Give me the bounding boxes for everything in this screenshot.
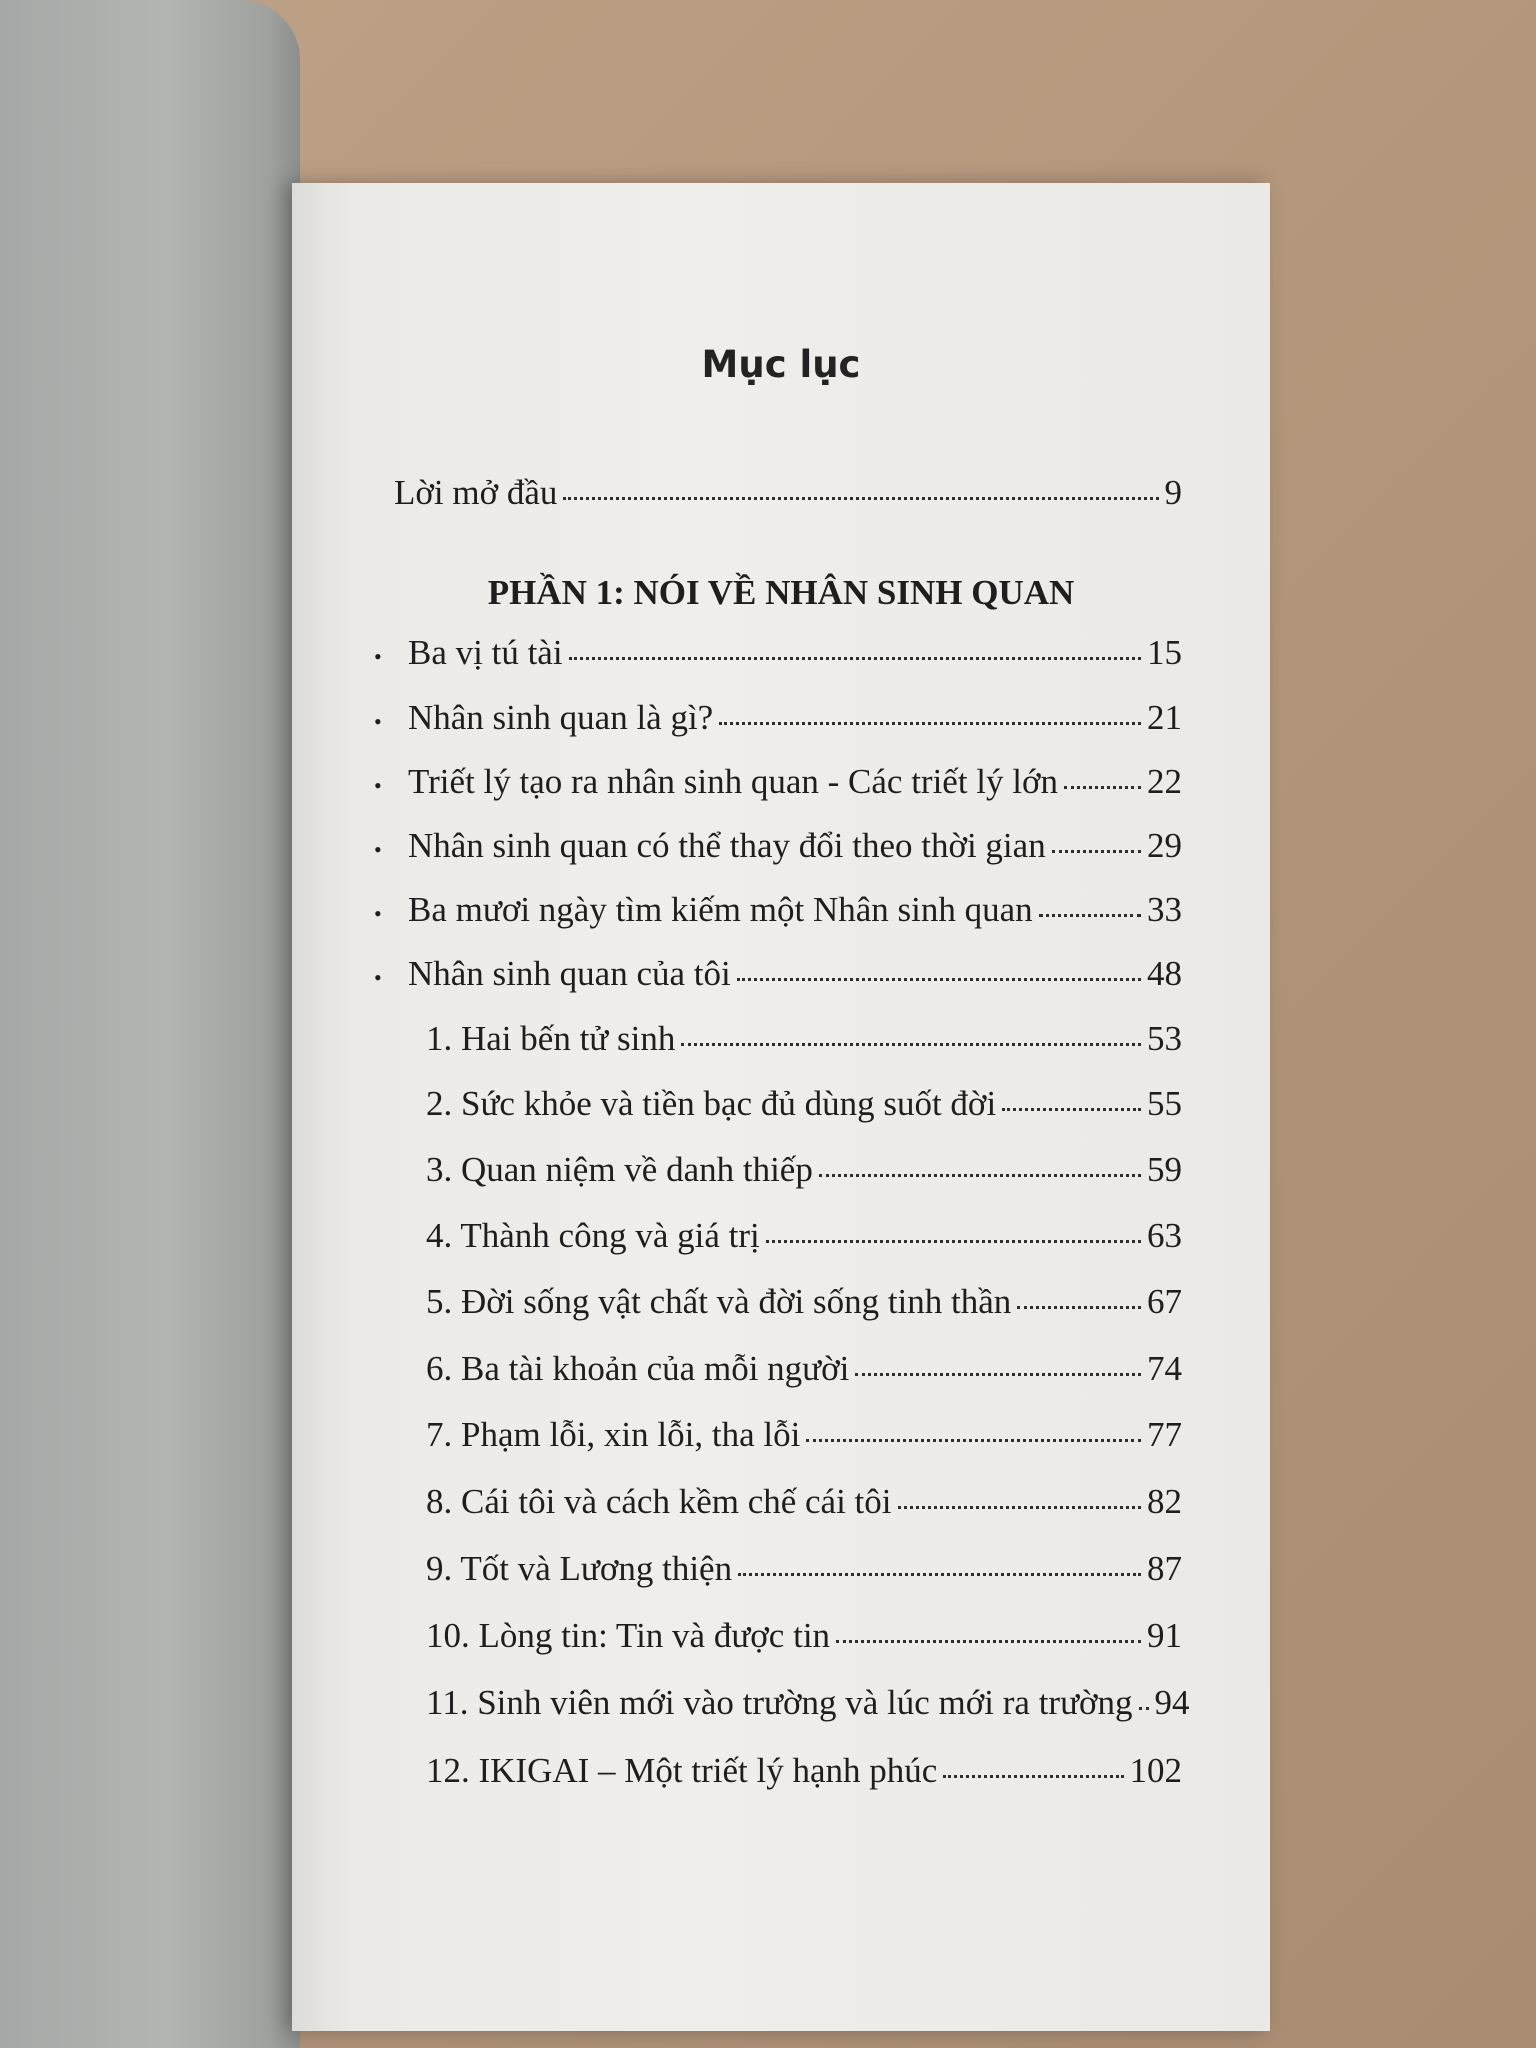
toc-entry [426, 1282, 1182, 1322]
toc-entry-page: 21 [1147, 698, 1182, 737]
toc-entry-page: 29 [1147, 826, 1182, 865]
leader-dots [819, 1174, 1141, 1177]
toc-entry-page: 53 [1147, 1019, 1182, 1058]
toc-entry-label: Triết lý tạo ra nhân sinh quan - Các triết lý lớn [408, 762, 1059, 801]
toc-entry-page: 22 [1147, 762, 1182, 801]
toc-entry-label: 10. Lòng tin: Tin và được tin [426, 1616, 831, 1655]
leader-dots [766, 1240, 1141, 1243]
toc-entry-page: 74 [1147, 1349, 1182, 1388]
bullet-icon: • [374, 773, 382, 798]
toc-entry [426, 1751, 1182, 1791]
toc-entry [426, 1084, 1182, 1124]
underlying-book-cover [0, 0, 300, 2048]
toc-entry-label: 8. Cái tôi và cách kềm chế cái tôi [426, 1482, 892, 1521]
toc-entry-page: 9 [1164, 473, 1182, 512]
toc-entry-label: 11. Sinh viên mới vào trường và lúc mới ra trường [426, 1683, 1133, 1722]
toc-entry-label: 7. Phạm lỗi, xin lỗi, tha lỗi [426, 1415, 801, 1454]
toc-entry [426, 1549, 1182, 1589]
leader-dots [681, 1043, 1141, 1046]
toc-entry [426, 1482, 1182, 1522]
leader-dots [563, 497, 1158, 500]
leader-dots [1039, 914, 1141, 917]
toc-entry [374, 826, 1182, 866]
toc-entry [426, 1216, 1182, 1256]
toc-entry-label: Ba mươi ngày tìm kiếm một Nhân sinh quan [408, 890, 1033, 929]
bullet-icon: • [374, 837, 382, 862]
toc-entry [426, 1415, 1182, 1455]
leader-dots [1052, 850, 1141, 853]
toc-entry-page: 15 [1147, 633, 1182, 672]
leader-dots [569, 657, 1141, 660]
toc-entry [374, 954, 1182, 994]
bullet-icon: • [374, 965, 382, 990]
book-page [292, 183, 1270, 2031]
bullet-icon: • [374, 901, 382, 926]
toc-entry-page: 102 [1129, 1751, 1182, 1790]
toc-entry-page: 82 [1147, 1482, 1182, 1521]
leader-dots [806, 1439, 1141, 1442]
toc-entry-page: 59 [1147, 1150, 1182, 1189]
bullet-icon: • [374, 709, 382, 734]
toc-entry-label: 6. Ba tài khoản của mỗi người [426, 1349, 850, 1388]
toc-entry [374, 762, 1182, 802]
toc-entry [426, 1019, 1182, 1059]
toc-entry-label: 12. IKIGAI – Một triết lý hạnh phúc [426, 1751, 938, 1790]
leader-dots [855, 1373, 1141, 1376]
leader-dots [738, 1573, 1141, 1576]
toc-entry-label: 4. Thành công và giá trị [426, 1216, 760, 1255]
toc-entry-page: 33 [1147, 890, 1182, 929]
toc-entry-label: 1. Hai bến tử sinh [426, 1019, 676, 1058]
toc-entry-label: Nhân sinh quan có thể thay đổi theo thời gian [408, 826, 1046, 865]
leader-dots [719, 722, 1141, 725]
toc-entry-label: Nhân sinh quan là gì? [408, 698, 714, 737]
toc-entry-intro [394, 473, 1182, 513]
leader-dots [898, 1506, 1141, 1509]
toc-entry [426, 1683, 1190, 1723]
leader-dots [1064, 786, 1141, 789]
toc-entry-label: Nhân sinh quan của tôi [408, 954, 731, 993]
toc-entry [426, 1349, 1182, 1389]
toc-entry-page: 94 [1154, 1683, 1190, 1722]
toc-title: Mục lục [701, 343, 861, 386]
toc-entry-label: Ba vị tú tài [408, 633, 563, 672]
toc-entry-label: 9. Tốt và Lương thiện [426, 1549, 733, 1588]
toc-entry-label: 5. Đời sống vật chất và đời sống tinh thần [426, 1282, 1012, 1321]
leader-dots [1002, 1108, 1141, 1111]
leader-dots [1139, 1707, 1149, 1710]
toc-entry-page: 77 [1147, 1415, 1182, 1454]
toc-entry [374, 698, 1182, 738]
toc-entry-page: 63 [1147, 1216, 1182, 1255]
leader-dots [737, 978, 1141, 981]
toc-entry-page: 48 [1147, 954, 1182, 993]
toc-entry-page: 55 [1147, 1084, 1182, 1123]
toc-entry [374, 633, 1182, 673]
toc-entry [426, 1616, 1182, 1656]
toc-entry [426, 1150, 1182, 1190]
toc-entry-page: 91 [1147, 1616, 1182, 1655]
toc-entry-label: Lời mở đầu [394, 473, 558, 512]
toc-entry-label: 3. Quan niệm về danh thiếp [426, 1150, 813, 1189]
leader-dots [836, 1640, 1141, 1643]
leader-dots [943, 1775, 1123, 1778]
leader-dots [1017, 1306, 1141, 1309]
bullet-icon: • [374, 644, 382, 669]
toc-entry-page: 87 [1147, 1549, 1182, 1588]
toc-entry [374, 890, 1182, 930]
part-1-title: PHẦN 1: NÓI VỀ NHÂN SINH QUAN [487, 573, 1075, 612]
toc-entry-page: 67 [1147, 1282, 1182, 1321]
toc-entry-label: 2. Sức khỏe và tiền bạc đủ dùng suốt đời [426, 1084, 997, 1123]
